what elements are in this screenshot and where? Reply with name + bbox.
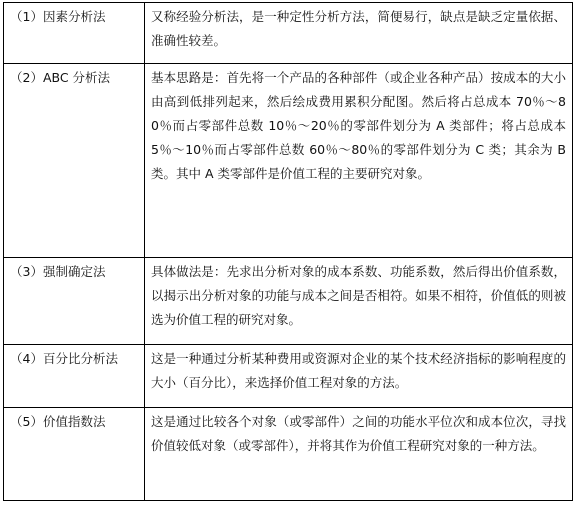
table-row bbox=[4, 3, 573, 64]
method-description-cell: 具体做法是：先求出分析对象的成本系数、功能系数，然后得出价值系数，以揭示出分析对象的功能与成本之间是否相符。如果不相符，价值低的则被选为价值工程的研究对象。 bbox=[145, 258, 573, 345]
method-name-cell: （5）价值指数法 bbox=[4, 408, 145, 501]
methods-table bbox=[3, 2, 573, 501]
table-row bbox=[4, 345, 573, 408]
method-description-cell: 基本思路是：首先将一个产品的各种部件（或企业各种产品）按成本的大小由高到低排列起来，然后绘成费用累积分配图。然后将占总成本 70％～80％而占零部件总数 10％～20％的零部件划分为 A 类部件；将占总成本 5％～10％而占零部件总数 60％～80％的零部件划分为 C 类；其余为 B 类。其中 A 类零部件是价值工程的主要研究对象。 bbox=[145, 64, 573, 258]
method-name-cell: （2）ABC 分析法 bbox=[4, 64, 145, 258]
method-name-cell: （4）百分比分析法 bbox=[4, 345, 145, 408]
method-description-cell: 这是通过比较各个对象（或零部件）之间的功能水平位次和成本位次，寻找价值较低对象（或零部件），并将其作为价值工程研究对象的一种方法。 bbox=[145, 408, 573, 501]
table-row bbox=[4, 408, 573, 501]
method-description-cell: 这是一种通过分析某种费用或资源对企业的某个技术经济指标的影响程度的大小（百分比），来选择价值工程对象的方法。 bbox=[145, 345, 573, 408]
table-row bbox=[4, 258, 573, 345]
method-description-cell: 又称经验分析法，是一种定性分析方法，简便易行，缺点是缺乏定量依据、准确性较差。 bbox=[145, 3, 573, 64]
method-name-cell: （1）因素分析法 bbox=[4, 3, 145, 64]
table-row bbox=[4, 64, 573, 258]
method-name-cell: （3）强制确定法 bbox=[4, 258, 145, 345]
